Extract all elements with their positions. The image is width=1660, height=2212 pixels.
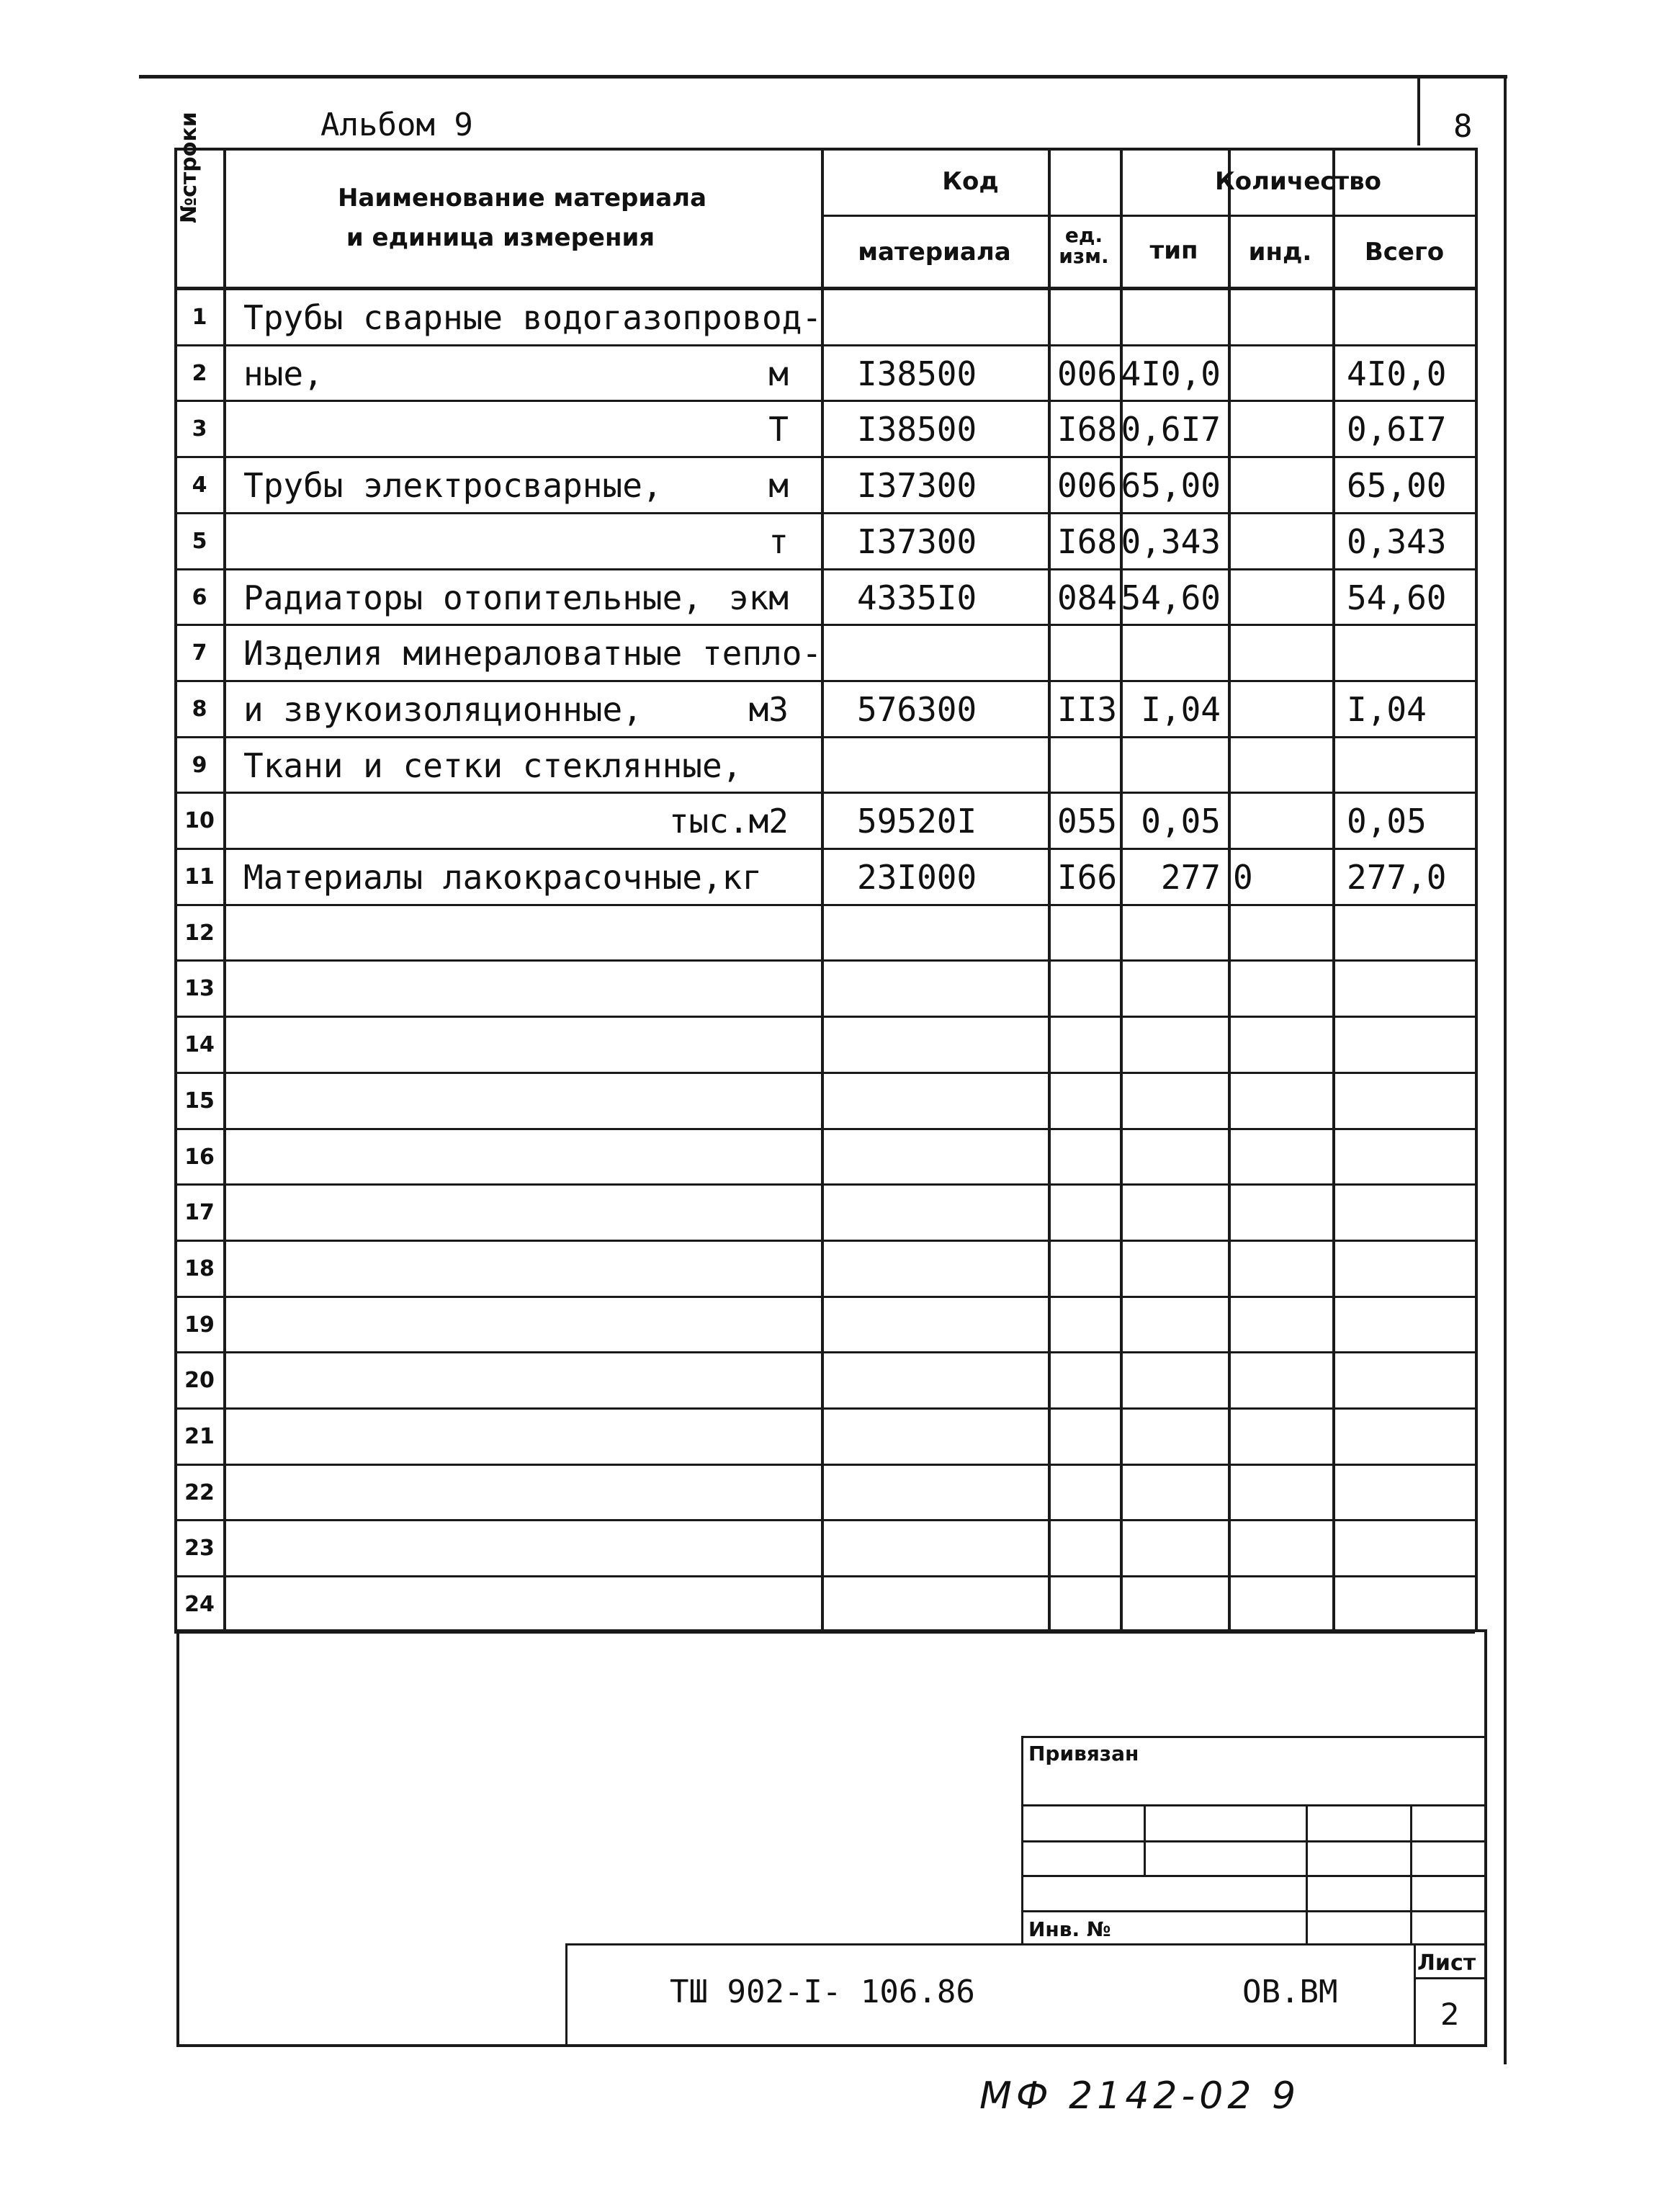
document-code: ТШ 902-I- 106.86 <box>670 1974 975 2010</box>
table-row-line-20 <box>174 1407 1475 1410</box>
row-unit-code: I68 <box>1057 410 1118 449</box>
row-material-code: I37300 <box>857 466 977 505</box>
row-number: 10 <box>184 808 215 833</box>
page-number-divider <box>1417 76 1420 145</box>
row-qty-total: 0,6I7 <box>1347 410 1447 449</box>
linked-block-top <box>1021 1736 1486 1738</box>
row-qty-type: 0,05 <box>1141 802 1221 841</box>
row-qty-total: 0,343 <box>1347 522 1447 561</box>
table-row-line-19 <box>174 1351 1475 1353</box>
row-qty-type: 65,00 <box>1121 466 1221 505</box>
table-header-bottom <box>174 287 1475 290</box>
row-material-code: 4335I0 <box>857 578 977 617</box>
row-material-code: 23I000 <box>857 858 977 897</box>
row-number: 15 <box>184 1088 215 1114</box>
title-block-top <box>565 1943 1486 1945</box>
title-block-left <box>565 1943 567 2047</box>
header-unit-line1: ед. <box>1064 223 1103 247</box>
row-number: 13 <box>184 976 215 1001</box>
linked-line-1 <box>1021 1804 1486 1806</box>
row-qty-type: 277 <box>1160 858 1221 897</box>
row-number: 2 <box>192 361 207 386</box>
row-unit-code: 006 <box>1057 466 1118 505</box>
row-qty-type: 54,60 <box>1121 578 1221 617</box>
document-suffix: ОВ.ВМ <box>1242 1974 1338 2010</box>
linked-col-2 <box>1306 1804 1308 1945</box>
row-unit: м3 <box>748 690 789 729</box>
row-unit-code: I68 <box>1057 522 1118 561</box>
row-unit-code: 055 <box>1057 802 1118 841</box>
linked-col-3 <box>1410 1804 1412 1945</box>
header-type: тип <box>1149 236 1198 265</box>
row-unit: т <box>768 522 789 561</box>
table-row-line-17 <box>174 1240 1475 1242</box>
row-qty-total: I,04 <box>1347 690 1427 729</box>
table-row-line-12 <box>174 959 1475 962</box>
row-qty-total: 0,05 <box>1347 802 1427 841</box>
table-row-line-15 <box>174 1128 1475 1130</box>
row-number: 19 <box>184 1312 215 1338</box>
table-row-line-21 <box>174 1464 1475 1466</box>
table-row-line-10 <box>174 848 1475 850</box>
row-name: Трубы сварные водогазопровод- <box>243 298 822 337</box>
table-row-line-4 <box>174 512 1475 514</box>
row-number: 11 <box>184 864 215 890</box>
row-number: 4 <box>192 473 207 498</box>
row-name: ные, <box>243 354 323 393</box>
header-unit-line2: изм. <box>1059 244 1109 269</box>
row-number: 5 <box>192 529 207 554</box>
table-row-line-2 <box>174 400 1475 402</box>
row-number: 7 <box>192 640 207 666</box>
stamp-top-line <box>176 1629 1487 1632</box>
header-name-line2: и единица измерения <box>346 223 655 252</box>
table-header-mid <box>821 215 1475 217</box>
header-row-number <box>176 112 202 223</box>
table-row-line-1 <box>174 344 1475 346</box>
table-row-line-16 <box>174 1183 1475 1186</box>
row-name: Материалы лакокрасочные,кг <box>243 858 763 897</box>
right-edge-line <box>1504 76 1507 2064</box>
inventory-label: Инв. № <box>1028 1917 1111 1941</box>
table-row-line-14 <box>174 1072 1475 1074</box>
header-total: Всего <box>1364 238 1445 267</box>
row-material-code: 59520I <box>857 802 977 841</box>
row-number: 6 <box>192 585 207 610</box>
table-row-line-5 <box>174 568 1475 570</box>
row-qty-type: 0,343 <box>1121 522 1221 561</box>
linked-label: Привязан <box>1028 1742 1139 1765</box>
row-unit: тыс.м2 <box>668 802 789 841</box>
top-border <box>139 75 1507 79</box>
row-unit-code: 084 <box>1057 578 1118 617</box>
row-unit: Т <box>768 410 789 449</box>
table-col-line-7 <box>1475 148 1478 1631</box>
linked-line-2 <box>1021 1840 1486 1842</box>
row-number: 24 <box>184 1592 215 1617</box>
row-unit: м <box>768 466 789 505</box>
row-unit-code: I66 <box>1057 858 1118 897</box>
row-name: Изделия минераловатные тепло- <box>243 634 822 673</box>
linked-line-4 <box>1021 1910 1486 1912</box>
header-quantity: Количество <box>1214 167 1381 196</box>
row-number: 14 <box>184 1032 215 1057</box>
header-name-line1: Наименование материала <box>337 184 707 212</box>
sheet-box-divider <box>1414 1977 1486 1979</box>
table-row-line-8 <box>174 736 1475 738</box>
handwritten-note: МФ 2142-02 9 <box>979 2074 1301 2118</box>
row-number: 1 <box>192 305 207 330</box>
row-unit-code: II3 <box>1057 690 1118 729</box>
header-unit <box>1048 225 1120 267</box>
table-row-line-6 <box>174 624 1475 626</box>
linked-line-3 <box>1021 1875 1486 1877</box>
table-row-line-22 <box>174 1519 1475 1521</box>
row-number: 23 <box>184 1536 215 1561</box>
row-material-code: I37300 <box>857 522 977 561</box>
row-name: Радиаторы отопительные, <box>243 578 702 617</box>
row-qty-total: 277,0 <box>1347 858 1447 897</box>
row-material-code: I38500 <box>857 354 977 393</box>
table-row-line-9 <box>174 792 1475 794</box>
row-name: и звукоизоляционные, <box>243 690 642 729</box>
row-unit-code: 006 <box>1057 354 1118 393</box>
row-number: 17 <box>184 1200 215 1225</box>
row-material-code: I38500 <box>857 410 977 449</box>
sheet-number: 2 <box>1440 1997 1460 2032</box>
row-qty-type: I,04 <box>1141 690 1221 729</box>
row-material-code: 576300 <box>857 690 977 729</box>
header-row-number-label: №строки <box>176 112 202 223</box>
row-number: 12 <box>184 921 215 946</box>
row-qty-ind: 0 <box>1233 858 1253 897</box>
row-number: 21 <box>184 1424 215 1449</box>
table-row-line-23 <box>174 1575 1475 1577</box>
page-number: 8 <box>1453 108 1473 145</box>
stamp-bottom-line <box>176 2044 1487 2047</box>
row-unit: м <box>768 354 789 393</box>
stamp-left-line <box>176 1629 179 2047</box>
row-qty-type: 4I0,0 <box>1121 354 1221 393</box>
row-unit: экм <box>728 578 789 617</box>
row-number: 22 <box>184 1480 215 1505</box>
row-number: 9 <box>192 753 207 778</box>
album-title: Альбом 9 <box>320 107 473 143</box>
row-number: 3 <box>192 416 207 442</box>
row-number: 20 <box>184 1368 215 1393</box>
row-name: Трубы электросварные, <box>243 466 663 505</box>
table-row-line-11 <box>174 904 1475 906</box>
table-row-line-3 <box>174 456 1475 458</box>
header-code: Код <box>942 167 999 196</box>
row-number: 16 <box>184 1145 215 1170</box>
table-row-line-13 <box>174 1016 1475 1018</box>
sheet-label: Лист <box>1417 1951 1476 1976</box>
header-material: материала <box>858 238 1011 267</box>
row-qty-total: 65,00 <box>1347 466 1447 505</box>
table-row-line-18 <box>174 1296 1475 1298</box>
header-ind: инд. <box>1248 238 1312 267</box>
sheet-box-left <box>1414 1943 1416 2047</box>
row-qty-total: 4I0,0 <box>1347 354 1447 393</box>
linked-col-1 <box>1144 1804 1146 1876</box>
row-number: 18 <box>184 1256 215 1281</box>
row-name: Ткани и сетки стеклянные, <box>243 746 742 785</box>
row-qty-total: 54,60 <box>1347 578 1447 617</box>
table-row-line-7 <box>174 680 1475 682</box>
stamp-right-line <box>1484 1629 1487 2047</box>
table-top-border <box>174 148 1475 151</box>
row-number: 8 <box>192 697 207 722</box>
row-qty-type: 0,6I7 <box>1121 410 1221 449</box>
